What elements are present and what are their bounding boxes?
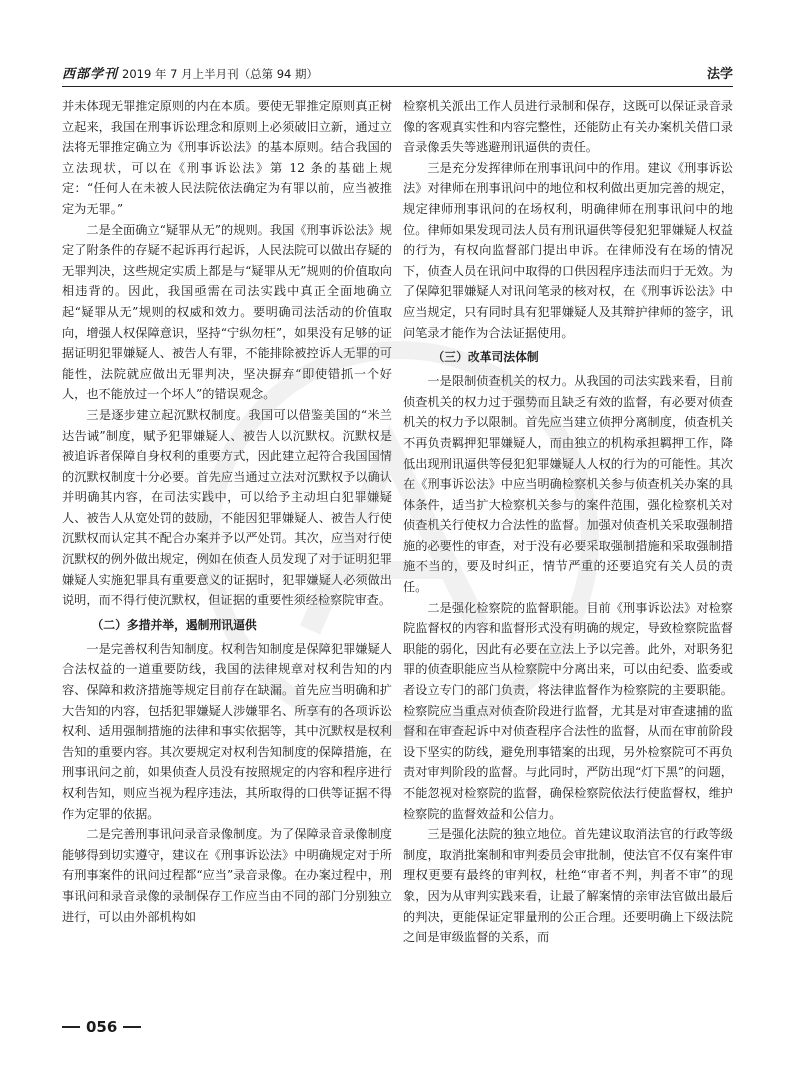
paragraph: 检察机关派出工作人员进行录制和保存，这既可以保证录音录像的客观真实性和内容完整性，还能防止有关办案机关借口录音录像丢失等逃避刑讯逼供的责任。 bbox=[403, 99, 733, 155]
header-journal-info bbox=[62, 63, 318, 82]
section-heading: （三）改革司法体制 bbox=[432, 350, 539, 365]
footer-dash bbox=[62, 1026, 80, 1028]
paragraph: 一是限制侦查机关的权力。从我国的司法实践来看，目前侦查机关的权力过于强势而且缺乏有效的监督，有必要对侦查机关的权力予以限制。首先应当建立侦押分离制度，侦查机关不再负责羁押犯罪嫌疑人，而由独立的机构承担羁押工作，降低出现刑讯逼供等侵犯犯罪嫌疑人人权的行为的可能性。其次在《刑事诉讼法》中应当明确检察机关参与侦查机关办案的具体条件，适当扩大检察机关参与的案件范围，强化检察机关对侦查机关行使权力合法性的监督。加强对侦查机关采取强制措施的必要性的审查，对于没有必要采取强制措施和采取强制措施不当的，要及时纠正，情节严重的还要追究有关人员的责任。 bbox=[403, 374, 733, 595]
footer-dash bbox=[123, 1026, 141, 1028]
journal-logo: 西部学刊 bbox=[62, 66, 119, 82]
section-name: 法学 bbox=[706, 66, 733, 82]
right-column bbox=[403, 96, 733, 948]
header-rule bbox=[62, 86, 733, 87]
left-column bbox=[62, 96, 392, 927]
paragraph: 三是逐步建立起沉默权制度。我国可以借鉴美国的“米兰达告诫”制度，赋予犯罪嫌疑人、被告人以沉默权。沉默权是被追诉者保障自身权利的重要方式，因此建立起符合我国国情的沉默权制度十分必要。首先应当通过立法对沉默权予以确认并明确其内容，在司法实践中，可以给予主动坦白犯罪嫌疑人、被告人从宽处罚的鼓励，不能因犯罪嫌疑人、被告人行使沉默权而认定其不配合办案并予以严处罚。其次，应当对行使沉默权的例外做出规定，例如在侦查人员发现了对于证明犯罪嫌疑人实施犯罪具有重要意义的证据时，犯罪嫌疑人必须做出说明，而不得行使沉默权，但证据的重要性须经检察院审查。 bbox=[62, 407, 392, 608]
paragraph: 三是充分发挥律师在刑事讯问中的作用。建议《刑事诉讼法》对律师在刑事讯问中的地位和权利做出更加完善的规定，规定律师刑事讯问的在场权利，明确律师在刑事讯问中的地位。律师如果发现司法人员有刑讯逼供等侵犯犯罪嫌疑人权益的行为，有权向监督部门提出申诉。在律师没有在场的情况下，侦查人员在讯问中取得的口供因程序违法而归于无效。为了保障犯罪嫌疑人对讯问笔录的核对权，在《刑事诉讼法》中应当规定，只有同时具有犯罪嫌疑人及其辩护律师的签字，讯问笔录才能作为合法证据使用。 bbox=[403, 160, 733, 340]
page-header bbox=[62, 62, 733, 82]
paragraph: 三是强化法院的独立地位。首先建议取消法官的行政等级制度，取消批案制和审判委员会审批制，使法官不仅有案件审理权更要有最终的审判权，杜绝“审者不判，判者不审”的现象，因为从审判实践来看，让最了解案情的亲审法官做出最后的判决，更能保证定罪量刑的公正合理。还要明确上下级法院之间是审级监督的关系，而 bbox=[403, 827, 733, 945]
page-number: 056 bbox=[86, 1018, 118, 1036]
page-footer bbox=[62, 1018, 141, 1036]
paragraph: 二是全面确立“疑罪从无”的规则。我国《刑事诉讼法》规定了附条件的存疑不起诉再行起诉，人民法院可以做出存疑的无罪判决，这些规定实质上都是与“疑罪从无”规则的价值取向相违背的。因此，我国亟需在司法实践中真正全面地确立起“疑罪从无”规则的权威和效力。要明确司法活动的价值取向，增强人权保障意识，坚持“宁纵勿枉”，如果没有足够的证据证明犯罪嫌疑人、被告人有罪，不能排除被控诉人无罪的可能性，法院就应做出无罪判决，坚决摒弃“即使错抓一个好人，也不能放过一个坏人”的错误观念。 bbox=[62, 222, 392, 402]
section-heading: （二）多措并举，遏制刑讯逼供 bbox=[91, 617, 257, 632]
paragraph: 二是强化检察院的监督职能。目前《刑事诉讼法》对检察院监督权的内容和监督形式没有明确的规定，导致检察院监督职能的弱化，因此有必要在立法上予以完善。此外，对职务犯罪的侦查职能应当从检察院中分离出来，可以由纪委、监委或者设立专门的部门负责，将法律监督作为检察院的主要职能。检察院应当重点对侦查阶段进行监督，尤其是对审查逮捕的监督和在审查起诉中对侦查程序合法性的监督，从而在审前阶段设下坚实的防线，避免刑事错案的出现，另外检察院可不再负责对审判阶段的监督。与此同时，严防出现“灯下黑”的问题，不能忽视对检察院的监督，确保检察院依法行使监督权，维护检察院的监督效益和公信力。 bbox=[403, 600, 733, 821]
paragraph: 二是完善刑事讯问录音录像制度。为了保障录音录像制度能够得到切实遵守，建议在《刑事诉讼法》中明确规定对于所有刑事案件的讯问过程都“应当”录音录像。在办案过程中，刑事讯问和录音录像的录制保存工作应当由不同的部门分别独立进行，可以由外部机构如 bbox=[62, 827, 392, 924]
issue-info: 2019 年 7 月上半月刊（总第 94 期） bbox=[122, 66, 319, 81]
paragraph: 并未体现无罪推定原则的内在本质。要使无罪推定原则真正树立起来，我国在刑事诉讼理念和原则上必须破旧立新，通过立法将无罪推定确立为《刑事诉讼法》的基本原则。结合我国的立法现状，可以在《刑事诉讼法》第 12 条的基础上规定：“任何人在未被人民法院依法确定为有罪以前，应当被推定为无罪。” bbox=[62, 99, 392, 216]
paragraph: 一是完善权利告知制度。权利告知制度是保障犯罪嫌疑人合法权益的一道重要防线，我国的法律规章对权利告知的内容、保障和救济措施等规定目前存在缺漏。首先应当明确和扩大告知的内容，包括犯罪嫌疑人涉嫌罪名、所享有的各项诉讼权利、适用强制措施的法律和事实依据等，其中沉默权是权利告知的重要内容。其次要规定对权利告知制度的保障措施，在刑事讯问之前，如果侦查人员没有按照规定的内容和程序进行权利告知，则应当视为程序违法，其所取得的口供等证据不得作为定罪的依据。 bbox=[62, 641, 392, 821]
